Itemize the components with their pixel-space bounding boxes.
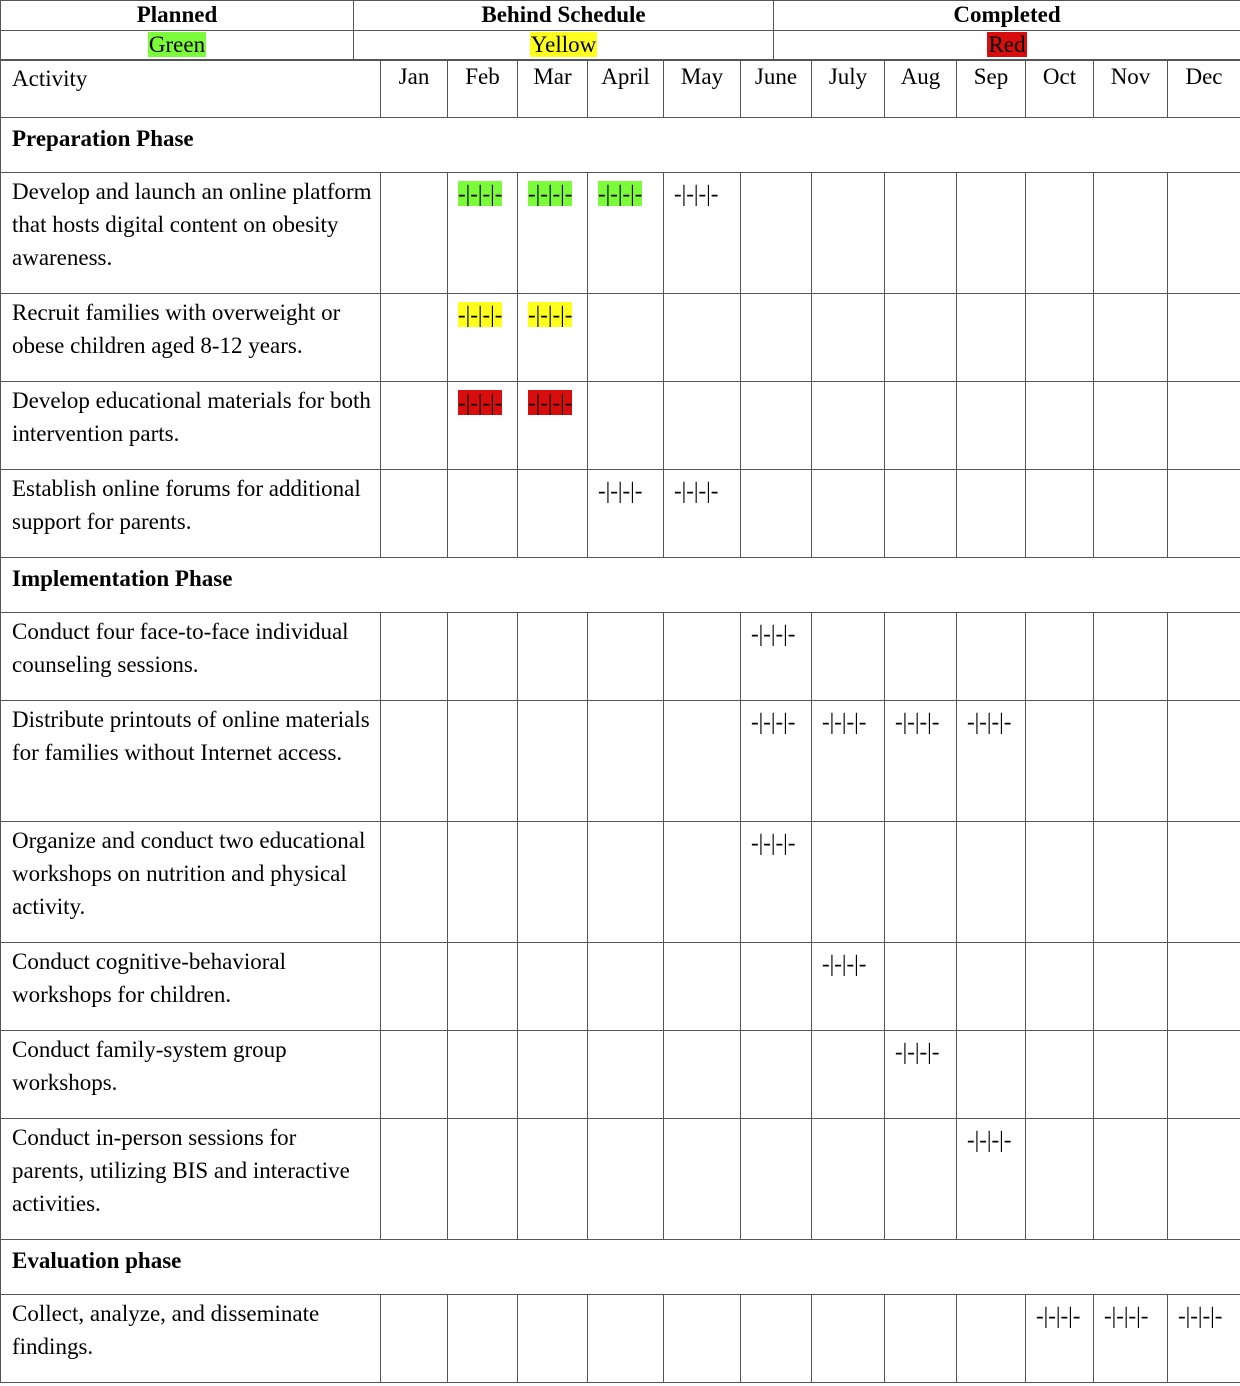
activity-row: [1, 1119, 1240, 1240]
legend-completed-header: Completed: [774, 1, 1240, 31]
activity-name: Conduct four face-to-face individual counseling sessions.: [1, 613, 381, 701]
schedule-cell: [381, 1031, 448, 1119]
schedule-marker: -|-|-|-: [967, 1127, 1012, 1152]
activity-row: [1, 943, 1240, 1031]
schedule-cell: [664, 822, 741, 943]
schedule-marker: -|-|-|-: [1036, 1303, 1081, 1328]
status-legend: [0, 0, 1240, 61]
month-header-sep: Sep: [957, 60, 1026, 118]
schedule-marker: -|-|-|-: [528, 390, 573, 415]
month-header-april: April: [588, 60, 664, 118]
schedule-cell: [518, 701, 588, 822]
schedule-cell: [885, 1295, 957, 1383]
activity-name: Establish online forums for additional support for parents.: [1, 470, 381, 558]
schedule-cell: [664, 943, 741, 1031]
schedule-cell: [588, 1031, 664, 1119]
schedule-cell: [448, 1031, 518, 1119]
schedule-cell: [1094, 943, 1168, 1031]
schedule-cell: [664, 173, 741, 294]
schedule-marker: -|-|-|-: [1104, 1303, 1149, 1328]
activity-name: Develop educational materials for both intervention parts.: [1, 382, 381, 470]
schedule-cell: [1094, 294, 1168, 382]
schedule-cell: [518, 613, 588, 701]
schedule-cell: [885, 701, 957, 822]
schedule-cell: [957, 1031, 1026, 1119]
schedule-cell: [1094, 1295, 1168, 1383]
schedule-cell: [448, 294, 518, 382]
schedule-marker: -|-|-|-: [895, 709, 940, 734]
month-header-aug: Aug: [885, 60, 957, 118]
activity-row: [1, 613, 1240, 701]
schedule-cell: [381, 943, 448, 1031]
schedule-cell: [741, 1031, 812, 1119]
schedule-cell: [518, 294, 588, 382]
schedule-cell: [957, 470, 1026, 558]
schedule-cell: [518, 1295, 588, 1383]
schedule-cell: [664, 470, 741, 558]
schedule-cell: [518, 822, 588, 943]
schedule-cell: [1094, 1031, 1168, 1119]
phase-title: Implementation Phase: [1, 558, 1240, 613]
activity-column-header: Activity: [1, 60, 381, 118]
schedule-cell: [664, 613, 741, 701]
schedule-cell: [664, 294, 741, 382]
schedule-cell: [1168, 822, 1240, 943]
schedule-cell: [588, 701, 664, 822]
table-header-row: [1, 60, 1240, 118]
schedule-cell: [885, 613, 957, 701]
schedule-marker: -|-|-|-: [751, 621, 796, 646]
schedule-cell: [1026, 382, 1094, 470]
schedule-cell: [812, 382, 885, 470]
schedule-marker: -|-|-|-: [458, 302, 503, 327]
schedule-cell: [957, 294, 1026, 382]
schedule-cell: [518, 173, 588, 294]
schedule-cell: [741, 173, 812, 294]
schedule-cell: [518, 1031, 588, 1119]
activity-name: Conduct family-system group workshops.: [1, 1031, 381, 1119]
month-header-june: June: [741, 60, 812, 118]
schedule-cell: [1094, 382, 1168, 470]
schedule-cell: [885, 294, 957, 382]
schedule-cell: [741, 470, 812, 558]
schedule-cell: [741, 1119, 812, 1240]
schedule-marker: -|-|-|-: [458, 390, 503, 415]
schedule-cell: [741, 1295, 812, 1383]
schedule-cell: [588, 294, 664, 382]
schedule-cell: [1026, 822, 1094, 943]
schedule-cell: [664, 1031, 741, 1119]
schedule-cell: [885, 822, 957, 943]
month-header-mar: Mar: [518, 60, 588, 118]
schedule-cell: [885, 943, 957, 1031]
schedule-cell: [1168, 613, 1240, 701]
schedule-cell: [1168, 1119, 1240, 1240]
schedule-cell: [741, 613, 812, 701]
schedule-cell: [812, 822, 885, 943]
activity-name: Develop and launch an online platform that hosts digital content on obesity awareness.: [1, 173, 381, 294]
schedule-cell: [381, 1295, 448, 1383]
activity-row: [1, 173, 1240, 294]
activity-name: Collect, analyze, and disseminate findings.: [1, 1295, 381, 1383]
schedule-cell: [1094, 1119, 1168, 1240]
schedule-cell: [1026, 470, 1094, 558]
schedule-cell: [812, 613, 885, 701]
legend-red-swatch: Red: [988, 32, 1026, 57]
schedule-cell: [1026, 701, 1094, 822]
schedule-cell: [957, 382, 1026, 470]
phase-title: Preparation Phase: [1, 118, 1240, 173]
month-header-dec: Dec: [1168, 60, 1240, 118]
schedule-cell: [518, 1119, 588, 1240]
legend-color-row: [1, 31, 1240, 61]
schedule-cell: [1026, 943, 1094, 1031]
month-header-oct: Oct: [1026, 60, 1094, 118]
schedule-marker: -|-|-|-: [458, 181, 503, 206]
schedule-cell: [664, 382, 741, 470]
schedule-marker: -|-|-|-: [895, 1039, 940, 1064]
month-header-jan: Jan: [381, 60, 448, 118]
schedule-cell: [381, 613, 448, 701]
schedule-cell: [812, 1031, 885, 1119]
schedule-cell: [518, 470, 588, 558]
schedule-marker: -|-|-|-: [598, 478, 643, 503]
activity-row: [1, 1295, 1240, 1383]
activity-row: [1, 294, 1240, 382]
schedule-cell: [588, 1119, 664, 1240]
schedule-cell: [812, 173, 885, 294]
activity-name: Organize and conduct two educational workshops on nutrition and physical activity.: [1, 822, 381, 943]
schedule-cell: [448, 1119, 518, 1240]
schedule-cell: [381, 294, 448, 382]
schedule-cell: [381, 382, 448, 470]
schedule-cell: [957, 1119, 1026, 1240]
month-header-may: May: [664, 60, 741, 118]
schedule-marker: -|-|-|-: [674, 478, 719, 503]
schedule-cell: [1168, 173, 1240, 294]
schedule-cell: [448, 173, 518, 294]
schedule-cell: [448, 701, 518, 822]
schedule-cell: [1094, 822, 1168, 943]
schedule-cell: [1026, 1295, 1094, 1383]
schedule-cell: [588, 822, 664, 943]
month-header-nov: Nov: [1094, 60, 1168, 118]
schedule-marker: -|-|-|-: [822, 709, 867, 734]
schedule-cell: [518, 382, 588, 470]
schedule-cell: [741, 382, 812, 470]
schedule-cell: [957, 1295, 1026, 1383]
schedule-cell: [588, 613, 664, 701]
schedule-cell: [1168, 294, 1240, 382]
schedule-cell: [588, 173, 664, 294]
schedule-marker: -|-|-|-: [822, 951, 867, 976]
schedule-cell: [1168, 701, 1240, 822]
schedule-cell: [812, 701, 885, 822]
schedule-cell: [588, 1295, 664, 1383]
schedule-cell: [885, 173, 957, 294]
activity-row: [1, 1031, 1240, 1119]
schedule-marker: -|-|-|-: [598, 181, 643, 206]
schedule-cell: [741, 822, 812, 943]
schedule-cell: [664, 701, 741, 822]
schedule-cell: [1026, 1031, 1094, 1119]
schedule-cell: [381, 173, 448, 294]
legend-yellow-swatch: Yellow: [530, 32, 597, 57]
schedule-marker: -|-|-|-: [528, 302, 573, 327]
schedule-cell: [812, 943, 885, 1031]
schedule-cell: [664, 1119, 741, 1240]
activity-row: [1, 470, 1240, 558]
schedule-marker: -|-|-|-: [967, 709, 1012, 734]
legend-behind-header: Behind Schedule: [354, 1, 774, 31]
activity-name: Conduct cognitive-behavioral workshops for children.: [1, 943, 381, 1031]
schedule-cell: [957, 173, 1026, 294]
schedule-cell: [957, 701, 1026, 822]
schedule-cell: [448, 1295, 518, 1383]
schedule-cell: [885, 382, 957, 470]
schedule-marker: -|-|-|-: [751, 709, 796, 734]
schedule-body: [1, 60, 1240, 1383]
schedule-cell: [1094, 173, 1168, 294]
schedule-marker: -|-|-|-: [528, 181, 573, 206]
schedule-cell: [1094, 701, 1168, 822]
phase-row-implementation: [1, 558, 1240, 613]
schedule-cell: [381, 470, 448, 558]
schedule-cell: [1168, 1031, 1240, 1119]
schedule-cell: [588, 470, 664, 558]
schedule-cell: [588, 943, 664, 1031]
schedule-cell: [957, 943, 1026, 1031]
schedule-cell: [1168, 1295, 1240, 1383]
schedule-cell: [885, 1031, 957, 1119]
schedule-cell: [1026, 613, 1094, 701]
phase-title: Evaluation phase: [1, 1240, 1240, 1295]
schedule-marker: -|-|-|-: [674, 181, 719, 206]
schedule-cell: [741, 943, 812, 1031]
schedule-cell: [448, 613, 518, 701]
activity-row: [1, 382, 1240, 470]
schedule-cell: [448, 382, 518, 470]
activity-name: Distribute printouts of online materials for families without Internet access.: [1, 701, 381, 822]
schedule-cell: [1094, 613, 1168, 701]
schedule-cell: [1026, 1119, 1094, 1240]
phase-row-evaluation: [1, 1240, 1240, 1295]
legend-green-swatch: Green: [148, 32, 206, 57]
activity-row: [1, 701, 1240, 822]
schedule-cell: [518, 943, 588, 1031]
schedule-cell: [812, 1295, 885, 1383]
schedule-table: [0, 59, 1240, 1383]
schedule-cell: [957, 613, 1026, 701]
schedule-marker: -|-|-|-: [1178, 1303, 1223, 1328]
schedule-cell: [885, 470, 957, 558]
schedule-cell: [812, 1119, 885, 1240]
activity-row: [1, 822, 1240, 943]
activity-name: Recruit families with overweight or obese children aged 8-12 years.: [1, 294, 381, 382]
schedule-cell: [1168, 382, 1240, 470]
month-header-july: July: [812, 60, 885, 118]
schedule-cell: [664, 1295, 741, 1383]
legend-header-row: [1, 1, 1240, 31]
schedule-cell: [1026, 173, 1094, 294]
activity-name: Conduct in-person sessions for parents, utilizing BIS and interactive activities.: [1, 1119, 381, 1240]
schedule-cell: [381, 701, 448, 822]
phase-row-preparation: [1, 118, 1240, 173]
schedule-cell: [381, 1119, 448, 1240]
schedule-cell: [448, 470, 518, 558]
schedule-marker: -|-|-|-: [751, 830, 796, 855]
schedule-cell: [741, 294, 812, 382]
schedule-cell: [1094, 470, 1168, 558]
schedule-cell: [812, 470, 885, 558]
schedule-cell: [1168, 470, 1240, 558]
schedule-cell: [1168, 943, 1240, 1031]
schedule-cell: [448, 822, 518, 943]
legend-planned-header: Planned: [1, 1, 354, 31]
schedule-cell: [812, 294, 885, 382]
schedule-cell: [1026, 294, 1094, 382]
schedule-cell: [741, 701, 812, 822]
schedule-cell: [957, 822, 1026, 943]
schedule-cell: [448, 943, 518, 1031]
schedule-cell: [588, 382, 664, 470]
month-header-feb: Feb: [448, 60, 518, 118]
schedule-cell: [885, 1119, 957, 1240]
schedule-cell: [381, 822, 448, 943]
